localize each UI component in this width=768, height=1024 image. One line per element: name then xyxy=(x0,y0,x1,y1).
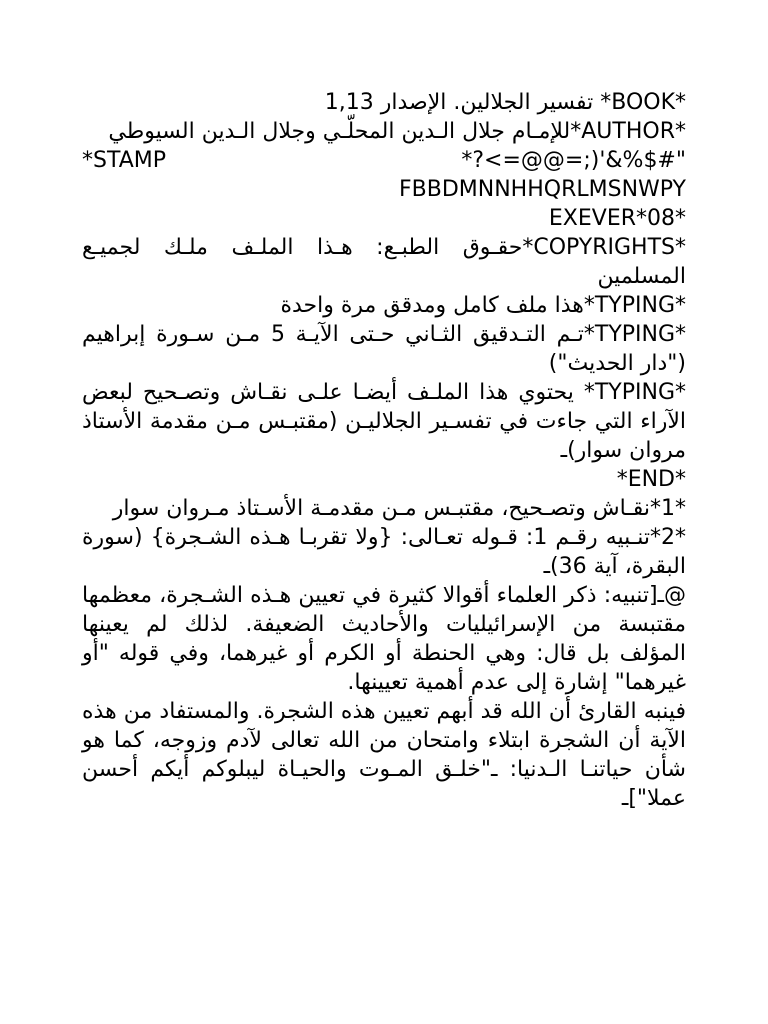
author-line: *AUTHOR*للإمـام جلال الـدين المحلّـي وجلال الـدين السيوطي xyxy=(108,119,686,144)
closing-paragraph: فينبه القارئ أن الله قد أبهم تعيين هذه الشجرة. والمستفاد من هذه الآية أن الشجرة ابتلاء وامتحان من الله تعالى لآدم وزوجه، كما هو شأن حياتنـا الـدنيا: ـ"خلـق المـوت والحيـاة ليبلوكم أيكم أحسن عملا"]ـ xyxy=(82,699,686,811)
stamp-code-line: FBBDMNNHHQRLMSNWPY xyxy=(399,177,686,202)
stamp-line xyxy=(82,146,686,175)
note-2-paragraph: *2*تنـبيه رقـم 1: قـوله تعـالى: {ولا تقربـا هـذه الشـجرة} (سورة البقرة، آية 36)ـ xyxy=(82,525,687,579)
stamp-code: *?<=@@=;)'&%$#" xyxy=(461,148,686,173)
end-marker: *END* xyxy=(616,467,686,492)
typing-paragraph-3: *TYPING* يحتوي هذا الملـف أيضـا علـى نقـاش وتصـحيح لبعض الآراء التي جاءت في تفسـير الجلاليـن (مقتبـس مـن مقدمة الأستاذ مروان سوار)ـ xyxy=(82,380,686,463)
stamp-label: *STAMP xyxy=(82,148,166,173)
typing-paragraph-1: *TYPING*هذا ملف كامل ومدقق مرة واحدة xyxy=(280,293,686,318)
note-1-paragraph: *1*نقـاش وتصـحيح، مقتبـس مـن مقدمـة الأسـتاذ مـروان سوار xyxy=(112,496,686,521)
book-title-line: *BOOK* تفسير الجلالين. الإصدار 1,13 xyxy=(324,90,686,115)
copyrights-paragraph: *COPYRIGHTS*حقـوق الطبـع: هـذا الملـف ملـك لجميـع المسلمين xyxy=(82,235,686,289)
document-body xyxy=(82,88,686,813)
typing-paragraph-2: *TYPING*تـم التـدقيق الثـاني حـتى الآيـة 5 مـن سـورة إبراهيم ("دار الحديث") xyxy=(82,322,687,376)
exever-line: *EXEVER*08 xyxy=(548,206,686,231)
warning-paragraph: @ـ[تنبيه: ذكر العلماء أقوالا كثيرة في تعيين هـذه الشـجرة، معظمها مقتبسة من الإسرائيليات والأحاديث الضعيفة. لذلك لم يعينها المؤلف بل قال: وهي الحنطة أو الكرم أو غيرهما، وفي قوله "أو غيرهما" إشارة إلى عدم أهمية تعيينها. xyxy=(82,583,686,695)
